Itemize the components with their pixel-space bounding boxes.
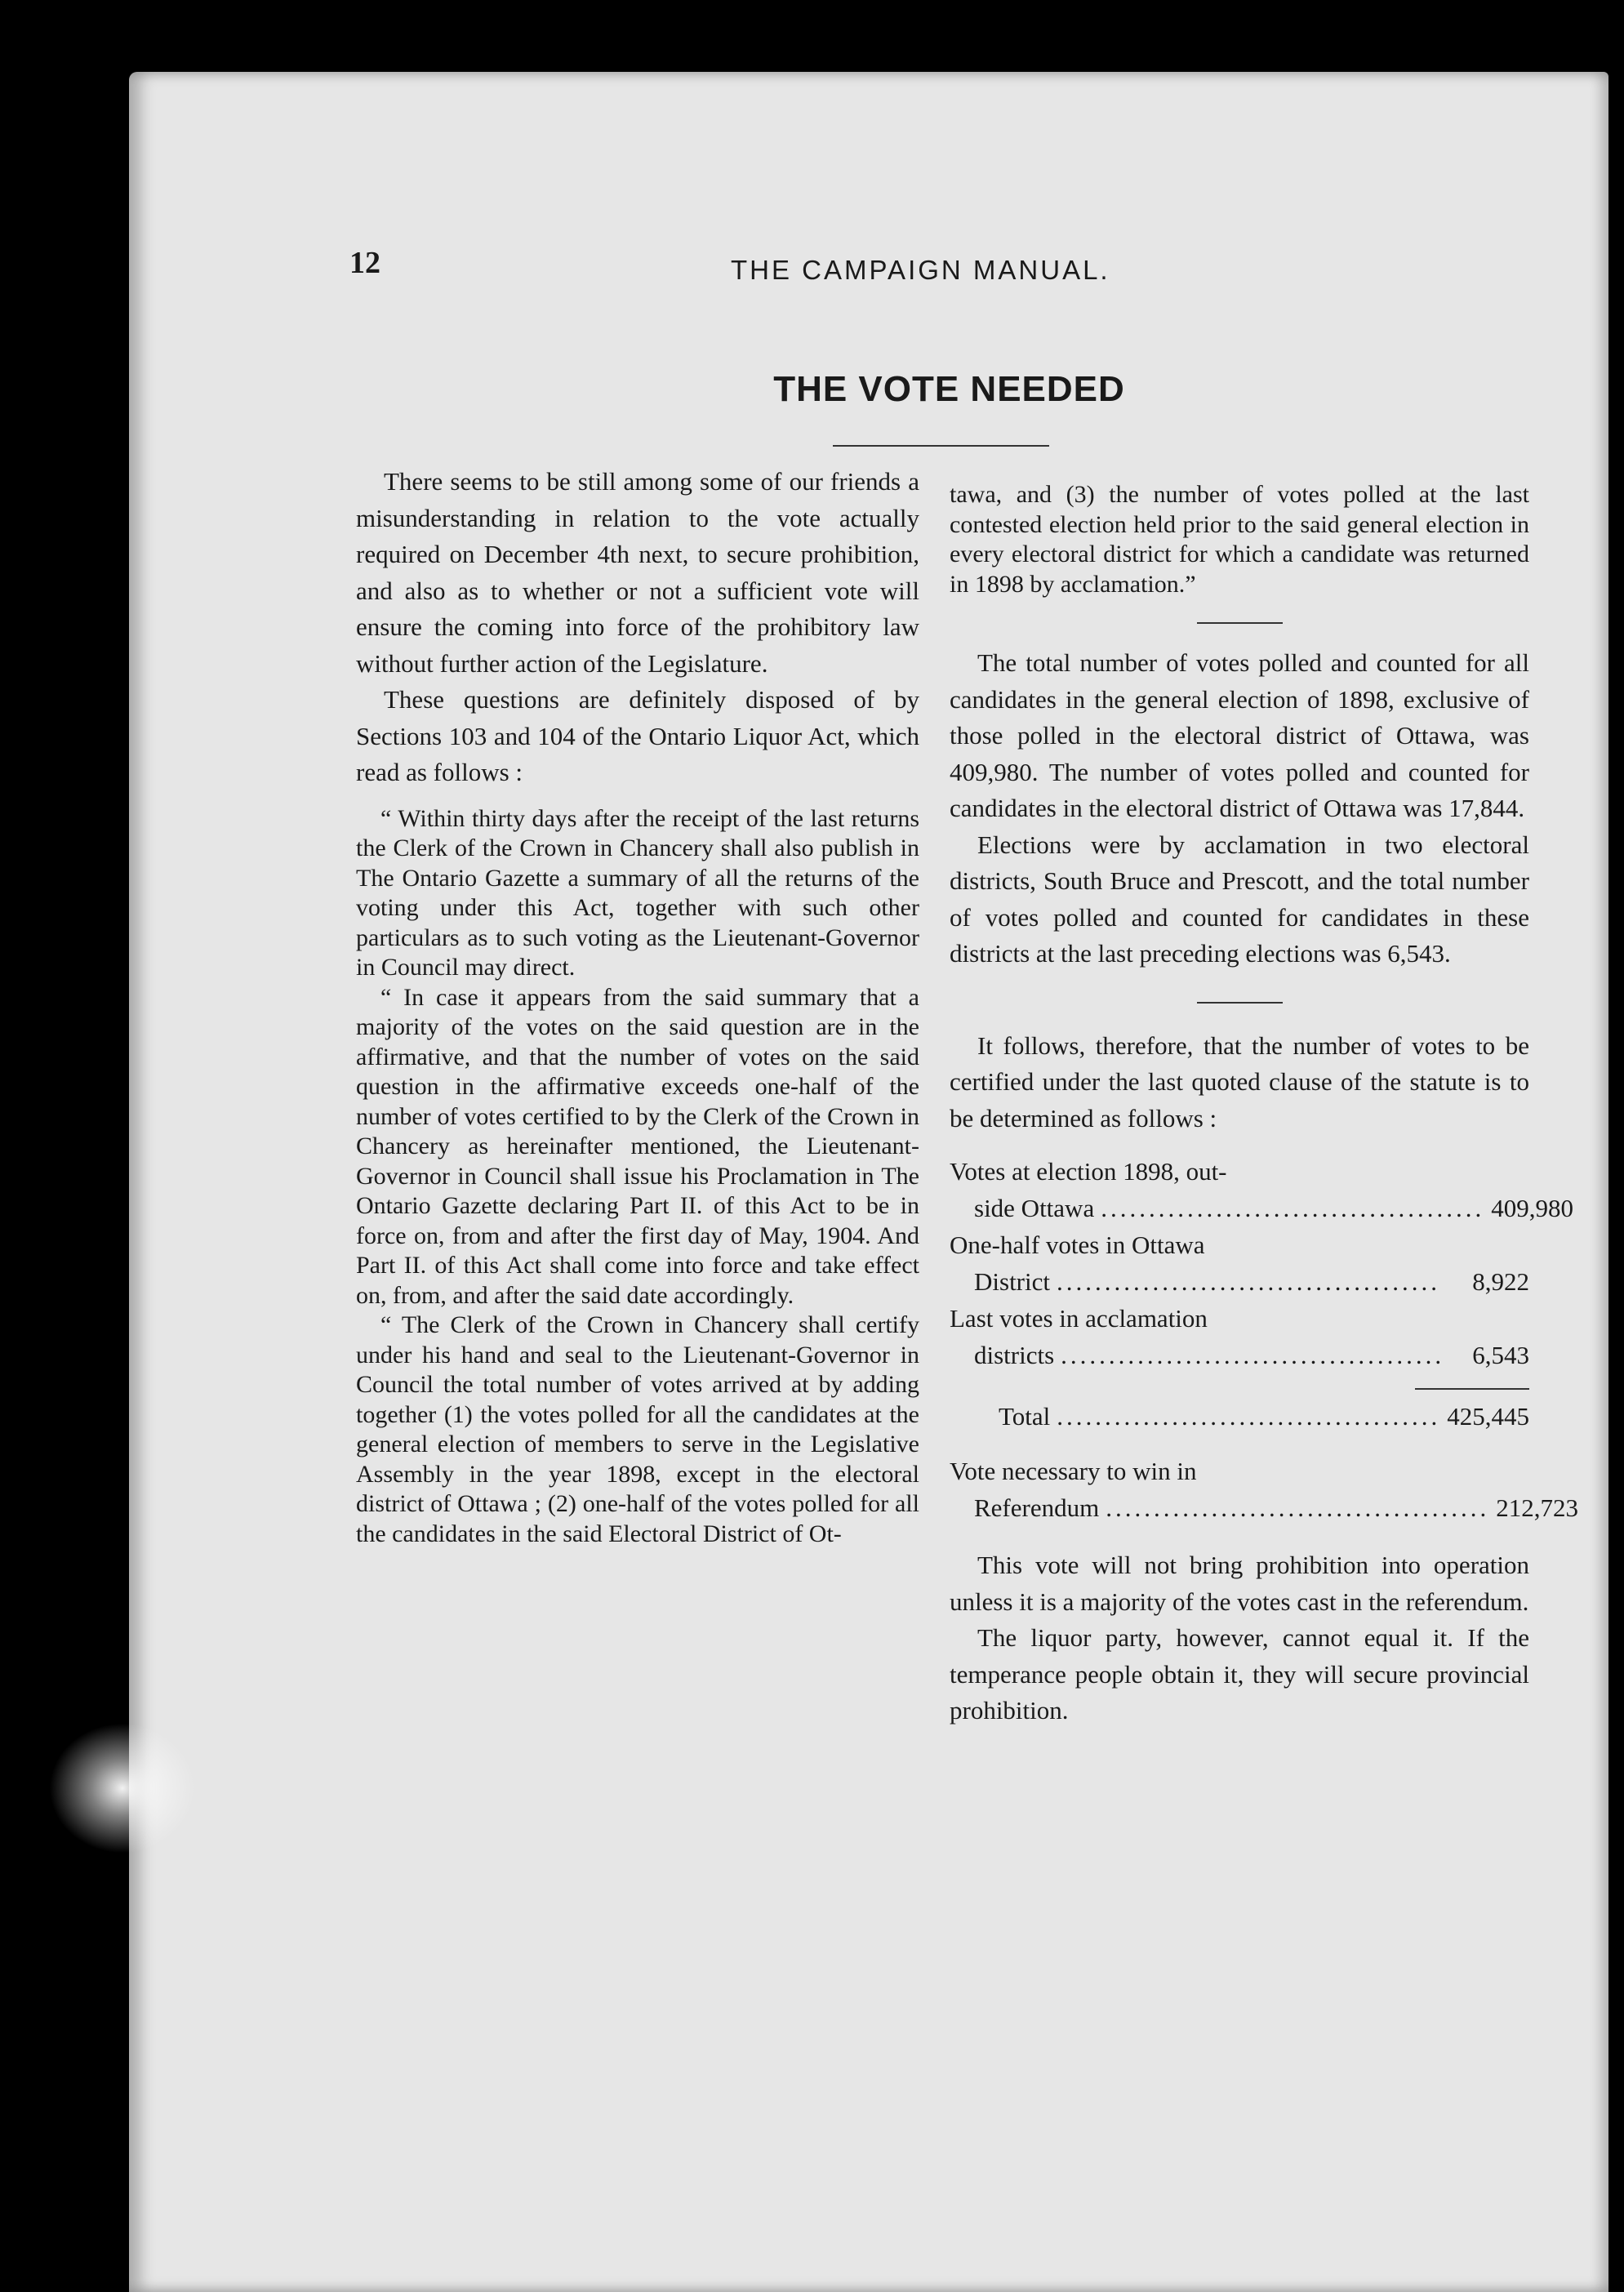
total-votes-paragraph: The total number of votes polled and counted for all candidates in the general election of 1898, exclusive of those polled in the electoral district of Ottawa, was 409,980. The number of votes polled and counted for candidates in the electoral district of Ottawa was 17,844. — [950, 648, 1529, 822]
quote-paragraph: “ Within thirty days after the receipt of the last returns the Clerk of the Crown in Chancery shall also publish in The Ontario Gazette a summary of all the returns of the voting under this Act, together with such other particulars as to such voting as the Lieutenant-Governor in Council may direct. — [356, 804, 919, 981]
quote-paragraph: tawa, and (3) the number of votes polled at the last contested election held prior to the said general election in every electoral district for which a candidate was returned in 1898 by acclamation.” — [950, 481, 1529, 598]
needed-row — [950, 1453, 1578, 1526]
quote-paragraph: “ In case it appears from the said summary that a majority of the votes on the said question are in the affirmative, and that the number of votes on the said question in the affirmative exceeds one-half of the number of votes certified to by the Clerk of the Crown in Chancery as hereinafter mentioned, the Lieutenant-Governor in Council shall issue his Proclamation in The Ontario Gazette declaring Part II. of this Act to be in force on, from and after the first day of May, 1904. And Part II. of this Act shall come into force and take effect on, from, and after the said date accordingly. — [356, 983, 919, 1309]
closing-paragraph: The liquor party, however, cannot equal it. If the temperance people obtain it, they will secure provincial prohibition. — [950, 1623, 1529, 1725]
row-label: side Ottawa — [974, 1194, 1095, 1222]
row-value: 409,980 — [1491, 1194, 1573, 1222]
table-row — [950, 1226, 1529, 1300]
row-label: District — [974, 1267, 1050, 1296]
dot-leader: ........................................ — [1061, 1341, 1445, 1369]
acclamation-paragraph: Elections were by acclamation in two electoral districts, South Bruce and Prescott, and the total number of votes polled and counted for candidates in these districts at the last preceding elections was 6,543. — [950, 830, 1529, 968]
total-row — [950, 1398, 1529, 1435]
intro-paragraph: There seems to be still among some of our friends a misunderstanding in relation to the vote actually required on December 4th next, to secure prohibition, and also as to whether or not a sufficient vote will ensure the coming into force of the prohibitory law without further action of the Legislature. — [356, 467, 919, 678]
light-glare — [49, 1723, 196, 1854]
left-column — [356, 464, 919, 1549]
row-label: Referendum — [974, 1493, 1100, 1522]
row-value: 6,543 — [1472, 1341, 1529, 1369]
dot-leader: ........................................ — [1057, 1267, 1440, 1296]
total-rule — [1415, 1388, 1529, 1390]
row-label: Votes at election 1898, out- — [950, 1157, 1227, 1186]
dot-leader: ........................................ — [1101, 1194, 1485, 1222]
quote-paragraph: “ The Clerk of the Crown in Chancery shall certify under his hand and seal to the Lieutenant-Governor in Council the total number of votes arrived at by adding together (1) the votes polled for all the candidates at the general election of members to serve in the Legislative Assembly in the year 1898, except in the electoral district of Ottawa ; (2) one-half of the votes polled for all the candidates in the said Electoral District of Ot- — [356, 1311, 919, 1547]
dot-leader: ........................................ — [1106, 1493, 1490, 1522]
running-head: THE CAMPAIGN MANUAL. — [731, 255, 1110, 285]
quote-continuation — [950, 480, 1529, 599]
table-row — [950, 1153, 1573, 1226]
row-value: 212,723 — [1496, 1493, 1578, 1522]
row-label: districts — [974, 1341, 1055, 1369]
dot-leader: ........................................ — [1057, 1402, 1441, 1431]
page-title: THE VOTE NEEDED — [773, 369, 1125, 409]
row-value: 8,922 — [1472, 1267, 1529, 1296]
table-row — [950, 1300, 1529, 1373]
right-column — [950, 480, 1578, 1729]
follows-paragraph: It follows, therefore, that the number of votes to be certified under the last quoted clause of the statute is to be determined as follows : — [950, 1030, 1529, 1133]
closing-paragraph: This vote will not bring prohibition into operation unless it is a majority of the votes cast in the referendum. — [950, 1551, 1529, 1616]
vote-calculation-table — [950, 1153, 1578, 1526]
statute-quote — [356, 804, 919, 1550]
section-rule — [1197, 1002, 1283, 1004]
total-label: Total — [999, 1402, 1051, 1431]
section-rule — [1197, 622, 1283, 624]
row-label: Vote necessary to win in — [950, 1457, 1197, 1485]
page-number: 12 — [349, 246, 380, 280]
total-value: 425,445 — [1447, 1402, 1530, 1431]
title-rule — [833, 445, 1049, 447]
sections-paragraph: These questions are definitely disposed of by Sections 103 and 104 of the Ontario Liquor Act, which read as follows : — [356, 685, 919, 786]
row-label: One-half votes in Ottawa — [950, 1231, 1205, 1259]
closing-section — [950, 1547, 1529, 1729]
row-label: Last votes in acclamation — [950, 1304, 1208, 1333]
